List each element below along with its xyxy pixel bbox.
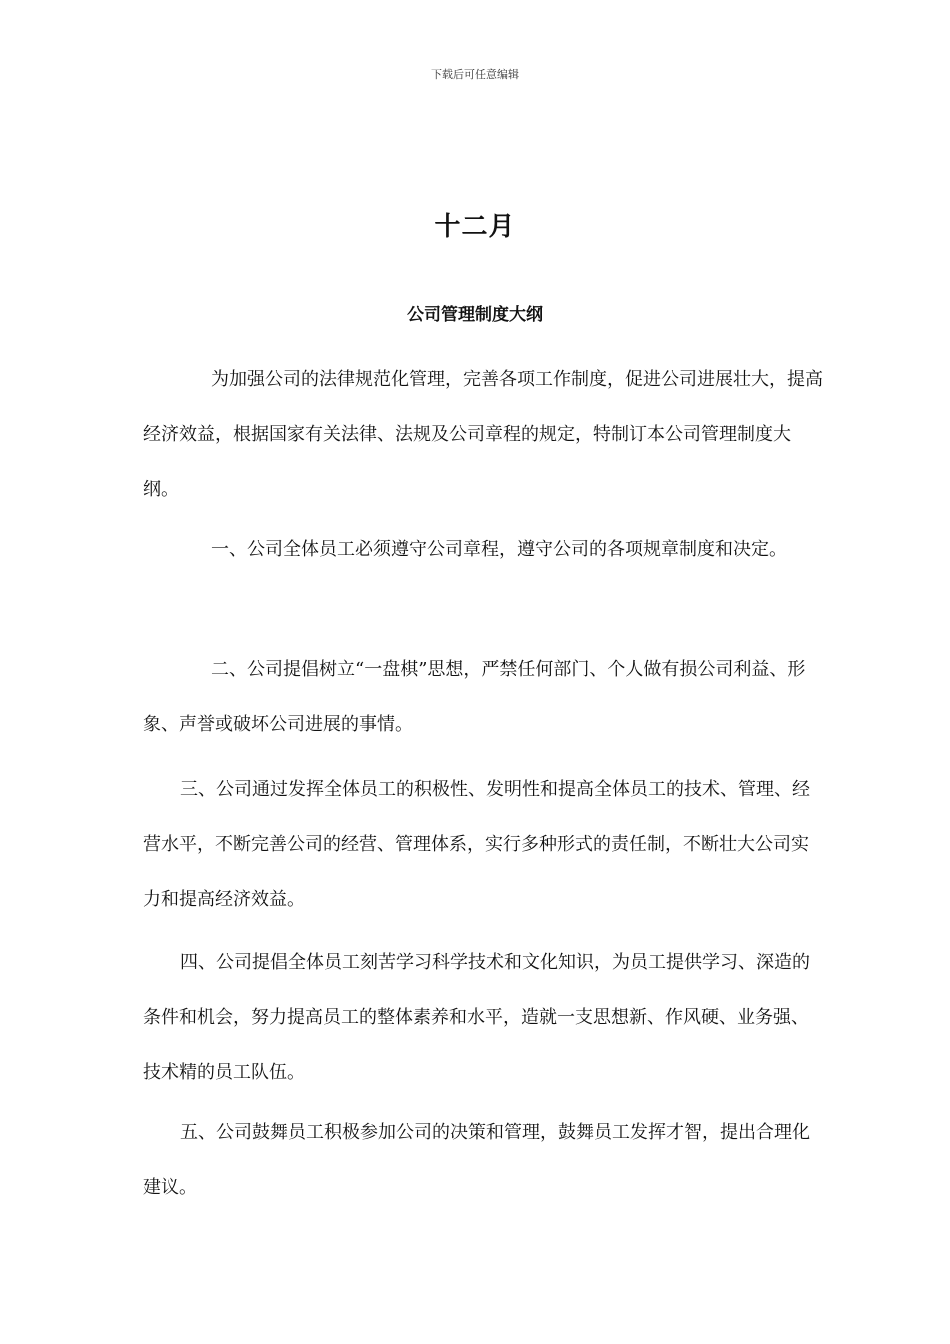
- document-subtitle: 公司管理制度大纲: [407, 305, 543, 325]
- intro-paragraph: 为加强公司的法律规范化管理，完善各项工作制度，促进公司进展壮大，提高经济效益，根据国家有关法律、法规及公司章程的规定，特制订本公司管理制度大纲。: [143, 369, 823, 500]
- page-header-note: 下载后可任意编辑: [431, 68, 519, 81]
- clause-3-paragraph: 三、公司通过发挥全体员工的积极性、发明性和提高全体员工的技术、管理、经营水平，不断完善公司的经营、管理体系，实行多种形式的责任制，不断壮大公司实力和提高经济效益。: [143, 779, 810, 910]
- document-title: 十二月: [434, 212, 516, 242]
- clause-4-paragraph: 四、公司提倡全体员工刻苦学习科学技术和文化知识，为员工提供学习、深造的条件和机会，努力提高员工的整体素养和水平，造就一支思想新、作风硬、业务强、技术精的员工队伍。: [143, 952, 810, 1083]
- clause-5-paragraph: 五、公司鼓舞员工积极参加公司的决策和管理，鼓舞员工发挥才智，提出合理化建议。: [143, 1122, 810, 1198]
- clause-1-paragraph: 一、公司全体员工必须遵守公司章程，遵守公司的各项规章制度和决定。: [211, 539, 787, 560]
- clause-2-paragraph: 二、公司提倡树立“一盘棋”思想，严禁任何部门、个人做有损公司利益、形象、声誉或破坏公司进展的事情。: [143, 659, 806, 735]
